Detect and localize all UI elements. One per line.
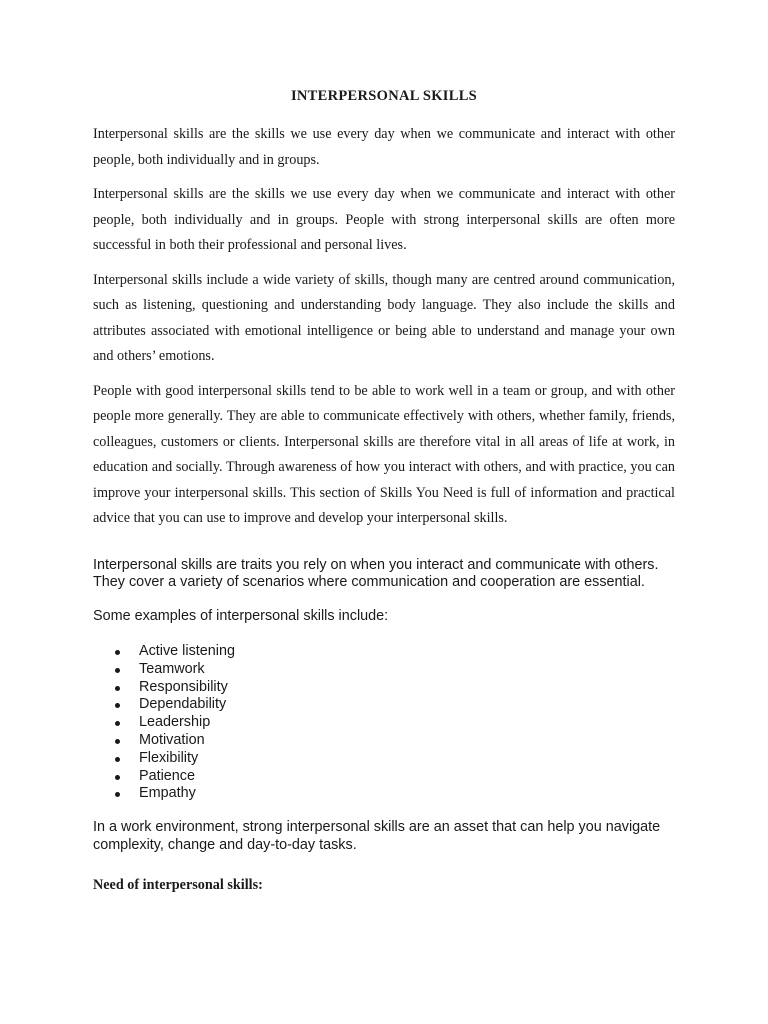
list-item-label: Active listening (139, 643, 235, 659)
bullet-icon (115, 703, 120, 708)
list-item-label: Responsibility (139, 678, 228, 695)
paragraph-definition: Interpersonal skills are the skills we use every day when we communicate and interact with other people, both individually and in groups. People with strong interpersonal skills are often more successful in both their professional and personal lives. (93, 186, 675, 253)
list-item-label: Dependability (139, 696, 227, 713)
list-item-label: Motivation (139, 731, 205, 748)
bullet-icon (115, 757, 120, 762)
paragraph-work-environment: In a work environment, strong interpersonal skills are an asset that can help you navigate complexity, change and day-to-day tasks. (93, 819, 661, 853)
examples-list (93, 643, 675, 803)
list-item-label: Patience (139, 767, 196, 784)
paragraph-examples-intro: Some examples of interpersonal skills include: (93, 607, 389, 624)
bullet-icon (115, 650, 120, 655)
paragraph-variety: Interpersonal skills include a wide variety of skills, though many are centred around communication, such as listening, questioning and understanding body language. They also include the skills and attributes associated with emotional intelligence or being able to understand and manage your own and others’ emotions. (93, 271, 675, 364)
paragraph-intro: Interpersonal skills are the skills we use every day when we communicate and interact with other people, both individually and in groups. (93, 126, 675, 168)
bullet-icon (115, 775, 120, 780)
bullet-icon (115, 792, 120, 797)
list-item (93, 732, 675, 750)
paragraph-teamwork: People with good interpersonal skills tend to be able to work well in a team or group, and with other people more generally. They are able to communicate effectively with others, whether family, friends, colleagues, customers or clients. Interpersonal skills are therefore vital in all areas of life at work, in education and socially. Through awareness of how you interact with others, and with practice, you can improve your interpersonal skills. This section of Skills You Need is full of information and practical advice that you can use to improve and develop your interpersonal skills. (93, 382, 675, 526)
section-subheading: Need of interpersonal skills: (93, 877, 263, 894)
list-item (93, 714, 675, 732)
paragraph-traits: Interpersonal skills are traits you rely on when you interact and communicate with others. They cover a variety of scenarios where communication and cooperation are essential. (93, 556, 659, 590)
document-title: INTERPERSONAL SKILLS (290, 88, 478, 104)
list-item (93, 696, 675, 714)
list-item-label: Leadership (139, 714, 211, 731)
list-item-label: Empathy (139, 785, 196, 802)
document-page (93, 84, 675, 895)
list-item-label: Flexibility (139, 749, 199, 766)
list-item-label: Teamwork (139, 660, 205, 677)
bullet-icon (115, 721, 120, 726)
list-item (93, 750, 675, 768)
bullet-icon (115, 686, 120, 691)
bullet-icon (115, 668, 120, 673)
list-item (93, 643, 675, 661)
list-item (93, 768, 675, 786)
list-item (93, 785, 675, 803)
list-item (93, 661, 675, 679)
bullet-icon (115, 739, 120, 744)
list-item (93, 679, 675, 697)
